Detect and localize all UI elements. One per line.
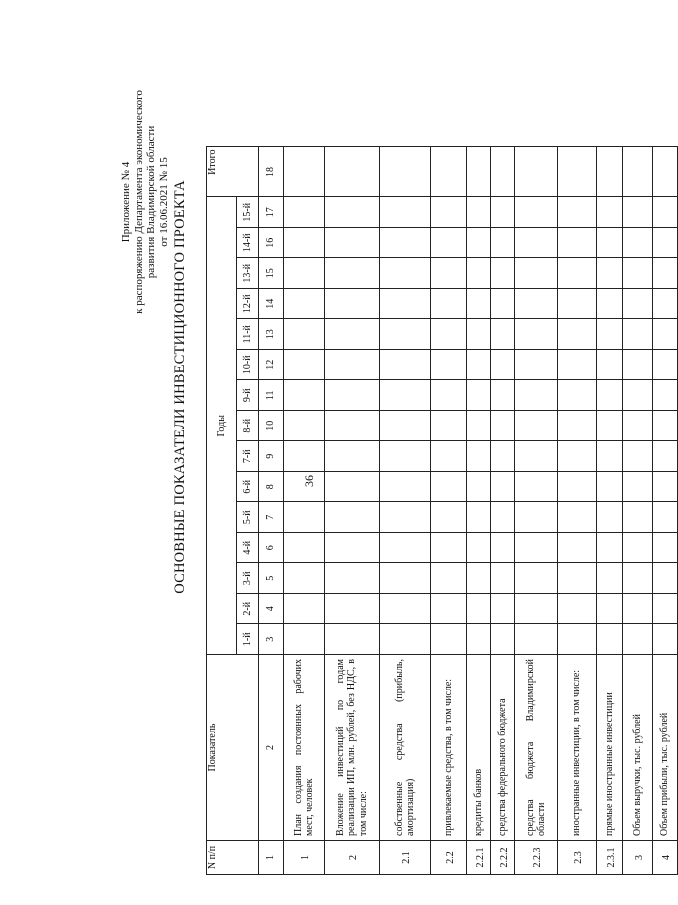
empty-cell bbox=[380, 594, 431, 625]
empty-cell bbox=[467, 411, 491, 442]
appendix-note bbox=[120, 77, 170, 327]
appendix-line: к распоряжению Департамента экономического bbox=[132, 90, 145, 314]
empty-cell bbox=[380, 441, 431, 472]
empty-cell bbox=[491, 472, 515, 503]
year-header: 12-й bbox=[237, 289, 259, 320]
empty-cell bbox=[491, 380, 515, 411]
row-number: 2.2 bbox=[431, 841, 467, 875]
empty-cell bbox=[623, 594, 653, 625]
empty-cell bbox=[467, 258, 491, 289]
empty-cell bbox=[558, 197, 597, 228]
empty-cell bbox=[284, 380, 325, 411]
empty-cell bbox=[623, 502, 653, 533]
empty-cell bbox=[558, 411, 597, 442]
empty-cell bbox=[491, 197, 515, 228]
empty-cell bbox=[623, 258, 653, 289]
column-number: 14 bbox=[259, 289, 284, 320]
year-header: 14-й bbox=[237, 228, 259, 259]
year-header: 13-й bbox=[237, 258, 259, 289]
empty-cell bbox=[380, 533, 431, 564]
empty-cell bbox=[491, 258, 515, 289]
column-number: 4 bbox=[259, 594, 284, 625]
empty-cell bbox=[558, 258, 597, 289]
empty-cell bbox=[515, 228, 558, 259]
empty-cell bbox=[325, 502, 380, 533]
empty-cell bbox=[284, 472, 325, 503]
empty-cell bbox=[431, 258, 467, 289]
column-number: 2 bbox=[259, 655, 284, 841]
empty-cell bbox=[597, 319, 623, 350]
empty-cell bbox=[431, 624, 467, 655]
empty-cell bbox=[467, 147, 491, 197]
empty-cell bbox=[515, 197, 558, 228]
empty-cell bbox=[325, 563, 380, 594]
column-number: 9 bbox=[259, 441, 284, 472]
empty-cell bbox=[380, 319, 431, 350]
empty-cell bbox=[623, 319, 653, 350]
empty-cell bbox=[653, 319, 678, 350]
empty-cell bbox=[380, 289, 431, 320]
empty-cell bbox=[325, 228, 380, 259]
empty-cell bbox=[515, 411, 558, 442]
empty-cell bbox=[284, 533, 325, 564]
row-number: 3 bbox=[623, 841, 653, 875]
table-row bbox=[623, 147, 653, 875]
empty-cell bbox=[380, 502, 431, 533]
empty-cell bbox=[467, 380, 491, 411]
empty-cell bbox=[325, 624, 380, 655]
empty-cell bbox=[558, 533, 597, 564]
empty-cell bbox=[380, 624, 431, 655]
empty-cell bbox=[467, 228, 491, 259]
empty-cell bbox=[491, 624, 515, 655]
empty-cell bbox=[491, 289, 515, 320]
table-row bbox=[380, 147, 431, 875]
year-header: 15-й bbox=[237, 197, 259, 228]
empty-cell bbox=[515, 350, 558, 381]
empty-cell bbox=[653, 228, 678, 259]
empty-cell bbox=[515, 147, 558, 197]
empty-cell bbox=[653, 563, 678, 594]
column-number: 6 bbox=[259, 533, 284, 564]
empty-cell bbox=[653, 594, 678, 625]
empty-cell bbox=[284, 563, 325, 594]
row-indicator-label: Объем прибыли, тыс. рублей bbox=[653, 655, 678, 841]
empty-cell bbox=[491, 228, 515, 259]
empty-cell bbox=[653, 502, 678, 533]
year-header: 3-й bbox=[237, 563, 259, 594]
empty-cell bbox=[467, 441, 491, 472]
column-number: 13 bbox=[259, 319, 284, 350]
column-number: 3 bbox=[259, 624, 284, 655]
year-header: 8-й bbox=[237, 411, 259, 442]
column-numbers-row bbox=[259, 147, 284, 875]
empty-cell bbox=[380, 197, 431, 228]
empty-cell bbox=[325, 533, 380, 564]
empty-cell bbox=[467, 472, 491, 503]
indicators-table bbox=[206, 147, 678, 876]
row-indicator-label: прямые иностранные инвестиции bbox=[597, 655, 623, 841]
empty-cell bbox=[515, 594, 558, 625]
empty-cell bbox=[597, 441, 623, 472]
table-row bbox=[515, 147, 558, 875]
empty-cell bbox=[325, 258, 380, 289]
column-header-indicator: Показатель bbox=[207, 655, 259, 841]
empty-cell bbox=[653, 197, 678, 228]
empty-cell bbox=[325, 147, 380, 197]
empty-cell bbox=[597, 533, 623, 564]
empty-cell bbox=[558, 472, 597, 503]
empty-cell bbox=[623, 624, 653, 655]
empty-cell bbox=[597, 258, 623, 289]
row-number: 2.3.1 bbox=[597, 841, 623, 875]
empty-cell bbox=[431, 319, 467, 350]
empty-cell bbox=[653, 624, 678, 655]
row-indicator-label: привлекаемые средства, в том числе: bbox=[431, 655, 467, 841]
empty-cell bbox=[431, 411, 467, 442]
empty-cell bbox=[623, 289, 653, 320]
empty-cell bbox=[558, 563, 597, 594]
table-row bbox=[558, 147, 597, 875]
empty-cell bbox=[491, 350, 515, 381]
empty-cell bbox=[515, 319, 558, 350]
row-indicator-label: кредиты банков bbox=[467, 655, 491, 841]
empty-cell bbox=[284, 624, 325, 655]
empty-cell bbox=[515, 289, 558, 320]
year-header: 5-й bbox=[237, 502, 259, 533]
empty-cell bbox=[467, 563, 491, 594]
empty-cell bbox=[491, 441, 515, 472]
column-header-np: N п/п bbox=[207, 841, 259, 875]
column-number: 12 bbox=[259, 350, 284, 381]
table-row bbox=[431, 147, 467, 875]
row-indicator-label: средства бюджета Владимирской области bbox=[515, 655, 558, 841]
column-number: 7 bbox=[259, 502, 284, 533]
empty-cell bbox=[597, 228, 623, 259]
empty-cell bbox=[653, 350, 678, 381]
empty-cell bbox=[325, 411, 380, 442]
column-header-years: Годы bbox=[207, 197, 237, 655]
empty-cell bbox=[431, 228, 467, 259]
empty-cell bbox=[467, 350, 491, 381]
year-header: 11-й bbox=[237, 319, 259, 350]
empty-cell bbox=[431, 147, 467, 197]
empty-cell bbox=[284, 228, 325, 259]
empty-cell bbox=[653, 533, 678, 564]
empty-cell bbox=[431, 533, 467, 564]
empty-cell bbox=[491, 563, 515, 594]
row-indicator-label: средства федерального бюджета bbox=[491, 655, 515, 841]
empty-cell bbox=[515, 563, 558, 594]
row-indicator-label: Вложение инвестиций по годам реализации ИП, млн. рублей, без НДС, в том числе: bbox=[325, 655, 380, 841]
empty-cell bbox=[623, 147, 653, 197]
empty-cell bbox=[491, 594, 515, 625]
year-header: 6-й bbox=[237, 472, 259, 503]
column-header-total: Итого bbox=[207, 147, 259, 197]
empty-cell bbox=[325, 441, 380, 472]
column-number: 10 bbox=[259, 411, 284, 442]
row-number: 4 bbox=[653, 841, 678, 875]
empty-cell bbox=[284, 441, 325, 472]
empty-cell bbox=[623, 350, 653, 381]
empty-cell bbox=[558, 441, 597, 472]
empty-cell bbox=[653, 147, 678, 197]
empty-cell bbox=[431, 380, 467, 411]
empty-cell bbox=[515, 624, 558, 655]
row-indicator-label: иностранные инвестиции, в том числе: bbox=[558, 655, 597, 841]
empty-cell bbox=[623, 197, 653, 228]
year-header: 9-й bbox=[237, 380, 259, 411]
empty-cell bbox=[380, 472, 431, 503]
empty-cell bbox=[653, 441, 678, 472]
empty-cell bbox=[467, 502, 491, 533]
empty-cell bbox=[380, 228, 431, 259]
empty-cell bbox=[558, 228, 597, 259]
empty-cell bbox=[467, 624, 491, 655]
empty-cell bbox=[431, 350, 467, 381]
empty-cell bbox=[558, 502, 597, 533]
empty-cell bbox=[623, 472, 653, 503]
empty-cell bbox=[467, 197, 491, 228]
empty-cell bbox=[380, 380, 431, 411]
empty-cell bbox=[325, 319, 380, 350]
empty-cell bbox=[380, 258, 431, 289]
empty-cell bbox=[431, 594, 467, 625]
empty-cell bbox=[653, 258, 678, 289]
row-number: 2.1 bbox=[380, 841, 431, 875]
empty-cell bbox=[491, 319, 515, 350]
empty-cell bbox=[325, 289, 380, 320]
empty-cell bbox=[325, 197, 380, 228]
empty-cell bbox=[623, 563, 653, 594]
empty-cell bbox=[467, 319, 491, 350]
empty-cell bbox=[491, 147, 515, 197]
empty-cell bbox=[597, 472, 623, 503]
empty-cell bbox=[284, 411, 325, 442]
rotated-sheet bbox=[50, 27, 673, 877]
row-number: 2.3 bbox=[558, 841, 597, 875]
empty-cell bbox=[623, 411, 653, 442]
empty-cell bbox=[558, 319, 597, 350]
empty-cell bbox=[431, 289, 467, 320]
empty-cell bbox=[491, 411, 515, 442]
empty-cell bbox=[597, 380, 623, 411]
table-row bbox=[597, 147, 623, 875]
page-number: 36 bbox=[302, 475, 316, 487]
empty-cell bbox=[431, 502, 467, 533]
empty-cell bbox=[380, 563, 431, 594]
appendix-line: развития Владимирской области bbox=[145, 125, 157, 279]
empty-cell bbox=[653, 411, 678, 442]
empty-cell bbox=[284, 197, 325, 228]
appendix-line: Приложение № 4 bbox=[120, 161, 132, 243]
empty-cell bbox=[284, 258, 325, 289]
empty-cell bbox=[558, 289, 597, 320]
column-number: 5 bbox=[259, 563, 284, 594]
empty-cell bbox=[491, 533, 515, 564]
column-number: 18 bbox=[259, 147, 284, 197]
column-number: 16 bbox=[259, 228, 284, 259]
empty-cell bbox=[284, 319, 325, 350]
empty-cell bbox=[597, 594, 623, 625]
empty-cell bbox=[653, 380, 678, 411]
row-number: 1 bbox=[284, 841, 325, 875]
empty-cell bbox=[623, 228, 653, 259]
empty-cell bbox=[558, 350, 597, 381]
row-number: 2.2.1 bbox=[467, 841, 491, 875]
empty-cell bbox=[467, 594, 491, 625]
empty-cell bbox=[653, 289, 678, 320]
row-number: 2.2.3 bbox=[515, 841, 558, 875]
table-row bbox=[491, 147, 515, 875]
empty-cell bbox=[325, 350, 380, 381]
header-row bbox=[207, 147, 237, 875]
empty-cell bbox=[380, 411, 431, 442]
appendix-line: от 16.06.2021 № 15 bbox=[157, 157, 170, 247]
empty-cell bbox=[597, 624, 623, 655]
empty-cell bbox=[597, 350, 623, 381]
empty-cell bbox=[597, 411, 623, 442]
table-row bbox=[325, 147, 380, 875]
empty-cell bbox=[515, 380, 558, 411]
empty-cell bbox=[431, 441, 467, 472]
empty-cell bbox=[325, 380, 380, 411]
column-number: 15 bbox=[259, 258, 284, 289]
empty-cell bbox=[431, 563, 467, 594]
empty-cell bbox=[431, 197, 467, 228]
year-header: 7-й bbox=[237, 441, 259, 472]
year-header: 10-й bbox=[237, 350, 259, 381]
column-number: 17 bbox=[259, 197, 284, 228]
empty-cell bbox=[653, 472, 678, 503]
empty-cell bbox=[558, 380, 597, 411]
row-indicator-label: План создания постоянных рабочих мест, человек bbox=[284, 655, 325, 841]
row-indicator-label: собственные средства (прибыль, амортизация) bbox=[380, 655, 431, 841]
empty-cell bbox=[380, 350, 431, 381]
column-number: 1 bbox=[259, 841, 284, 875]
column-number: 11 bbox=[259, 380, 284, 411]
row-number: 2.2.2 bbox=[491, 841, 515, 875]
empty-cell bbox=[558, 594, 597, 625]
row-number: 2 bbox=[325, 841, 380, 875]
empty-cell bbox=[325, 472, 380, 503]
empty-cell bbox=[515, 502, 558, 533]
table-row bbox=[467, 147, 491, 875]
empty-cell bbox=[491, 502, 515, 533]
year-header: 2-й bbox=[237, 594, 259, 625]
empty-cell bbox=[597, 147, 623, 197]
table-row bbox=[284, 147, 325, 875]
empty-cell bbox=[515, 533, 558, 564]
empty-cell bbox=[558, 624, 597, 655]
row-indicator-label: Объем выручки, тыс. рублей bbox=[623, 655, 653, 841]
empty-cell bbox=[597, 289, 623, 320]
empty-cell bbox=[284, 289, 325, 320]
empty-cell bbox=[597, 563, 623, 594]
empty-cell bbox=[284, 147, 325, 197]
empty-cell bbox=[431, 472, 467, 503]
empty-cell bbox=[284, 350, 325, 381]
empty-cell bbox=[380, 147, 431, 197]
column-number: 8 bbox=[259, 472, 284, 503]
empty-cell bbox=[467, 533, 491, 564]
empty-cell bbox=[558, 147, 597, 197]
empty-cell bbox=[515, 258, 558, 289]
table-row bbox=[653, 147, 678, 875]
year-header: 4-й bbox=[237, 533, 259, 564]
empty-cell bbox=[597, 502, 623, 533]
empty-cell bbox=[467, 289, 491, 320]
empty-cell bbox=[515, 472, 558, 503]
empty-cell bbox=[623, 380, 653, 411]
empty-cell bbox=[597, 197, 623, 228]
empty-cell bbox=[284, 502, 325, 533]
document-title: ОСНОВНЫЕ ПОКАЗАТЕЛИ ИНВЕСТИЦИОННОГО ПРОЕКТА bbox=[172, 180, 188, 594]
empty-cell bbox=[325, 594, 380, 625]
empty-cell bbox=[284, 594, 325, 625]
empty-cell bbox=[623, 441, 653, 472]
empty-cell bbox=[515, 441, 558, 472]
empty-cell bbox=[623, 533, 653, 564]
year-header: 1-й bbox=[237, 624, 259, 655]
